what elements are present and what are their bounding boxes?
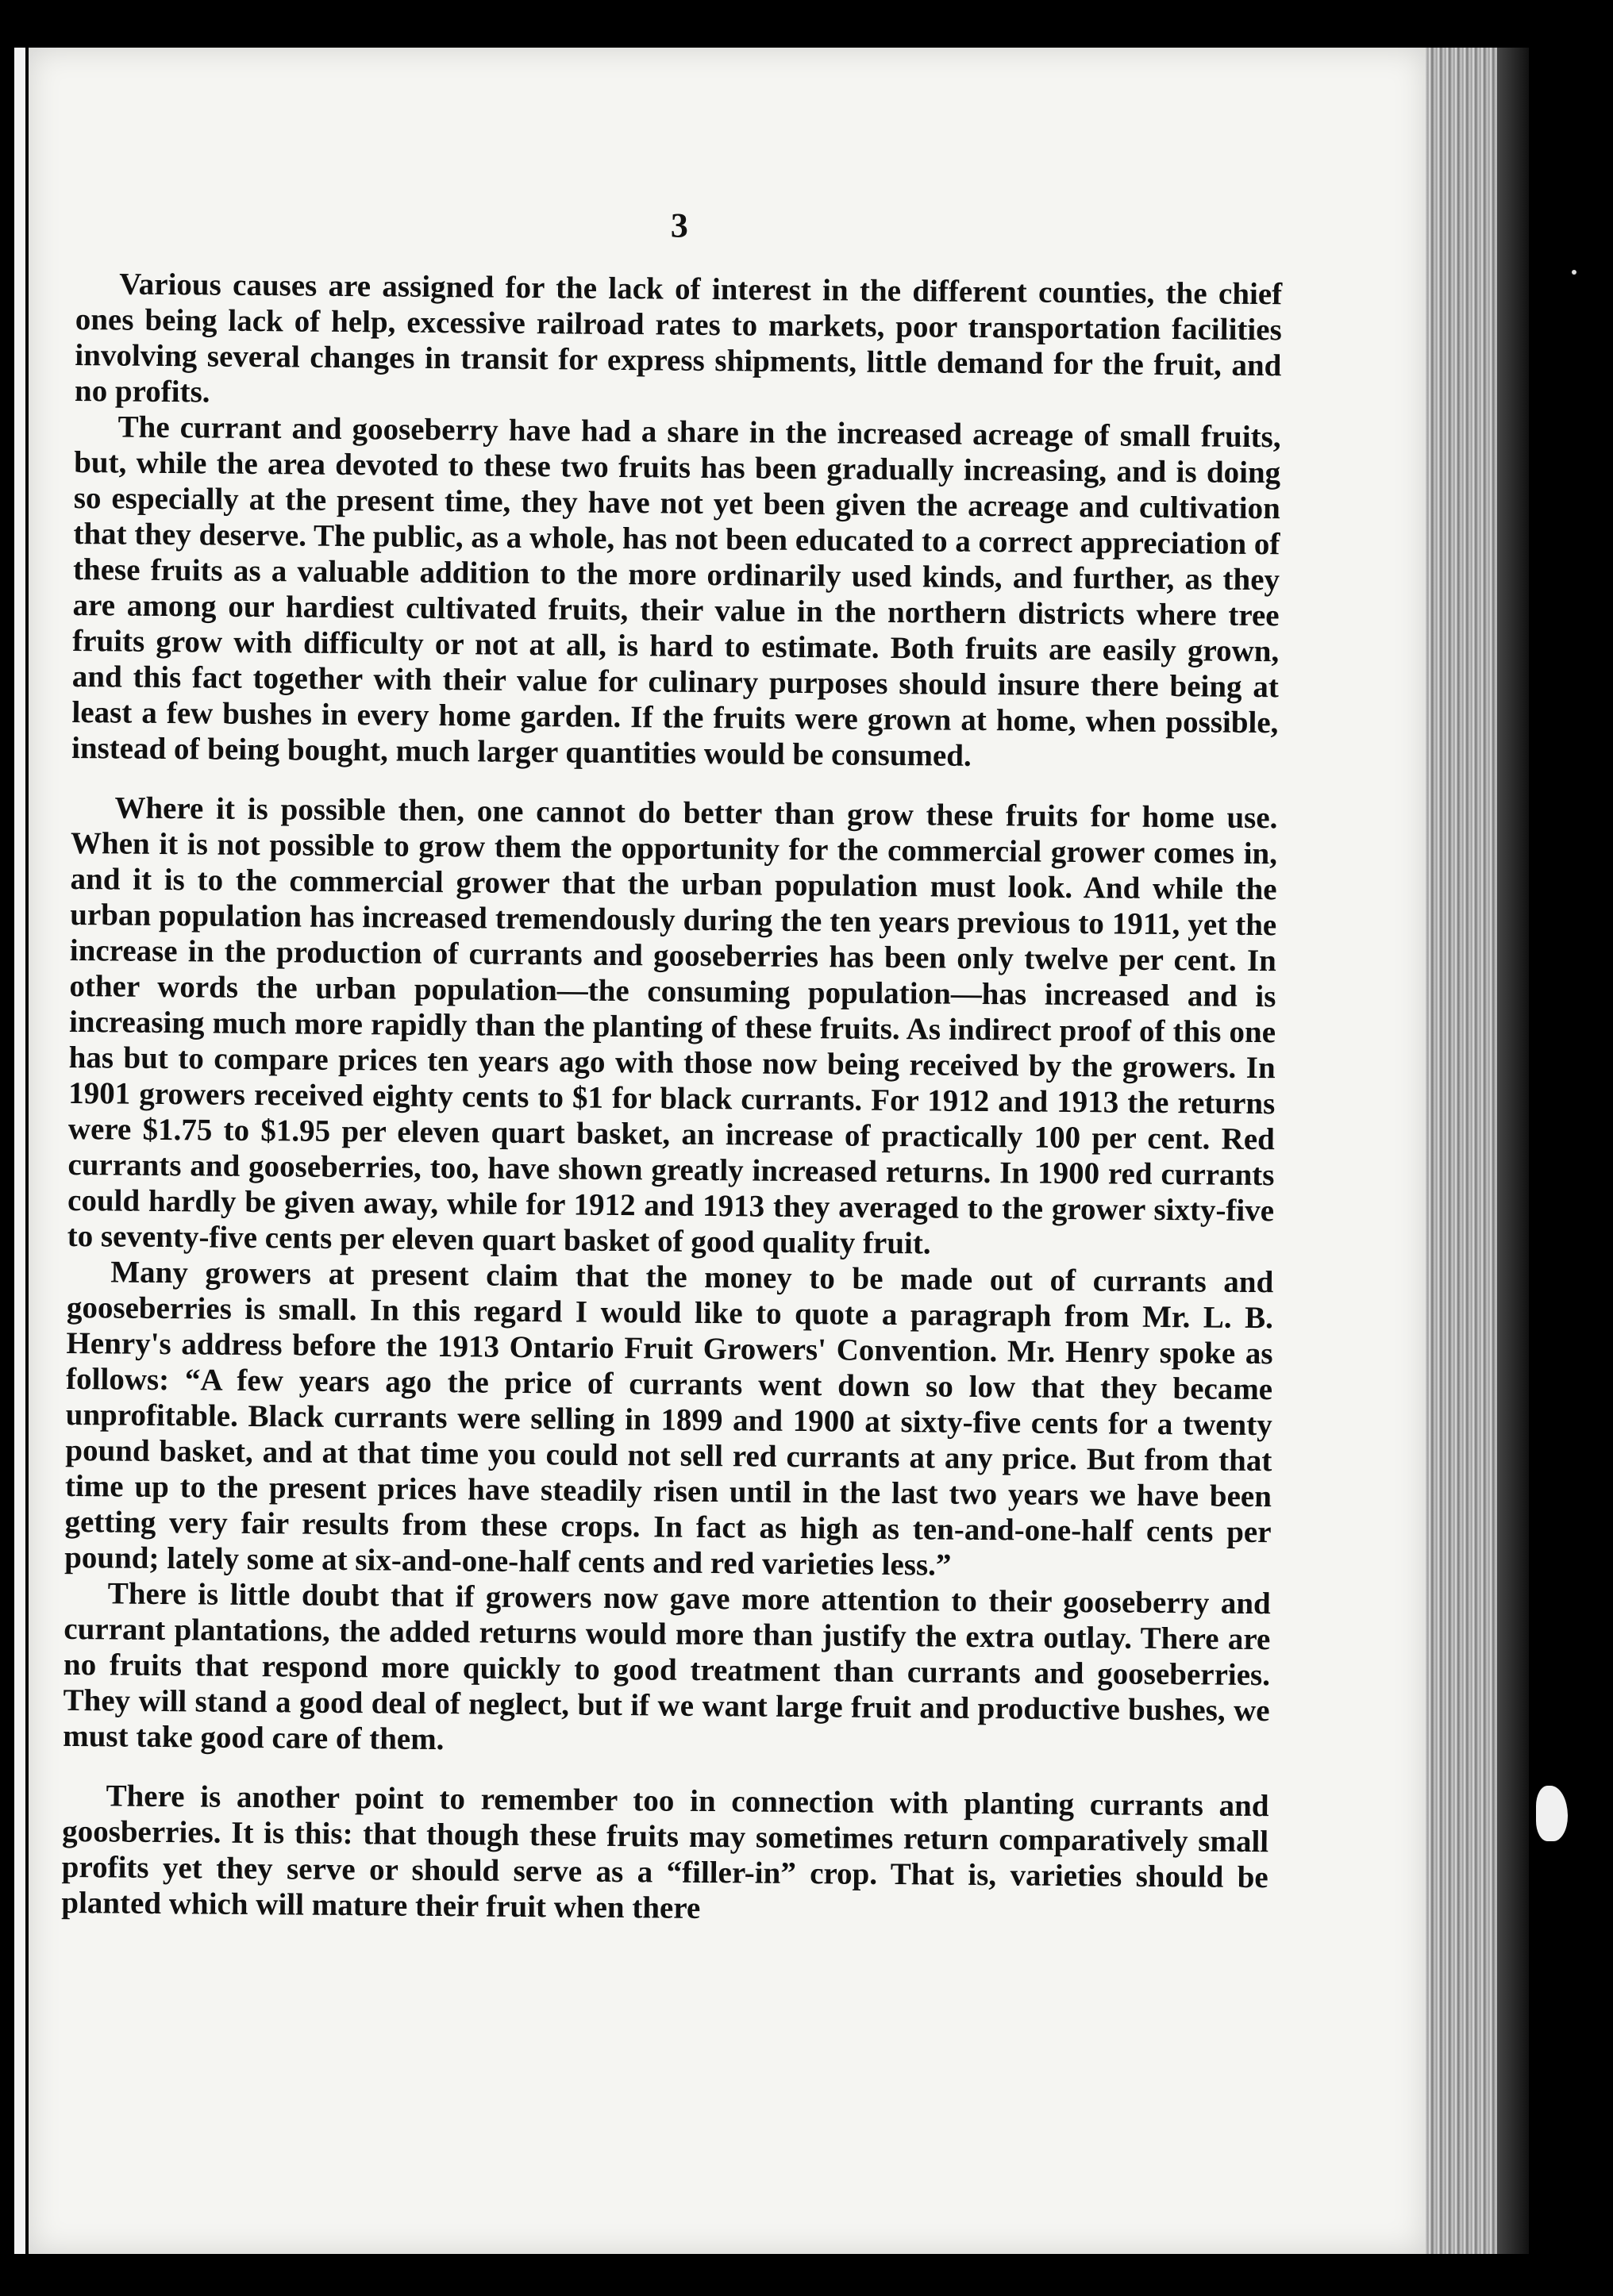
paragraph-4: Many growers at present claim that the money to be made out of currants and gooseberries is small. In this regard I would like to quote a paragraph from Mr. L. B. Henry's address before the 1913 Ontario Fruit Growers' Convention. Mr. Henry spoke as follows: “A few years ago the price of currants went down so low that they became unprofitable. Black currants were selling in 1899 and 1900 at sixty-five cents for a twenty pound basket, and at that time you could not sell red currants at any price. But from that time up to the present prices have steadily risen until in the last two years we have been getting very fair results from these crops. In fact as high as ten-and-one-half cents per pound; lately some at six-and-one-half cents and red varieties less.” <box>64 1255 1274 1583</box>
scanned-page <box>29 48 1426 2254</box>
scan-fleck <box>1536 1786 1568 1841</box>
paragraph-3: Where it is possible then, one cannot do better than grow these fruits for home use. When it is not possible to grow them the opportunity for the commercial grower comes in, and it is to the commercial grower that the urban population must look. And while the urban population has increased tremendously during the ten years previous to 1911, yet the increase in the production of currants and gooseberries has been only twelve per cent. In other words the urban population—the consuming population—has increased and is increasing much more rapidly than the planting of these fruits. As indirect proof of this one has but to compare prices ten years ago with those now being received by the growers. In 1901 growers received eighty cents to $1 for black currants. For 1912 and 1913 the returns were $1.75 to $1.95 per eleven quart basket, an increase of practically 100 per cent. Red currants and gooseberries, too, have shown greatly increased returns. In 1900 red currants could hardly be given away, while for 1912 and 1913 they averaged to the grower sixty-five to seventy-five cents per eleven quart basket of good quality fruit. <box>67 790 1278 1261</box>
paragraph-1: Various causes are assigned for the lack of interest in the different counties, the chief ones being lack of help, excessive railroad rates to markets, poor transportation facilities involving several changes in transit for express shipments, little demand for the fruit, and no profits. <box>74 267 1283 410</box>
page-stack-edge <box>1426 48 1497 2254</box>
page-text <box>61 206 1283 1931</box>
scan-speck <box>1572 270 1576 275</box>
book-cover-edge <box>1497 48 1529 2254</box>
page-number: 3 <box>670 206 689 245</box>
paragraph-2: The currant and gooseberry have had a share in the increased acreage of small fruits, but, while the area devoted to these two fruits has been gradually increasing, and is doing so especially at the present time, they have not yet been given the acreage and cultivation that they deserve. The public, as a whole, has not been educated to a correct appreciation of these fruits as a valuable addition to the more ordinarily used kinds, and further, as they are among our hardiest cultivated fruits, their value in the northern districts where tree fruits grow with difficulty or not at all, is hard to estimate. Both fruits are easily grown, and this fact together with their value for culinary purposes should insure there being at least a few bushes in every home garden. If the fruits were grown at home, when possible, instead of being bought, much larger quantities would be consumed. <box>71 410 1281 773</box>
paragraph-6: There is another point to remember too in connection with planting currants and goosberries. It is this: that though these fruits may sometimes return comparatively small profits yet they serve or should serve as a “filler-in” crop. That is, varieties should be planted which will mature their fruit when there <box>61 1779 1269 1925</box>
binding-strip <box>14 48 25 2254</box>
paragraph-5: There is little doubt that if growers now gave more attention to their gooseberry and currant plantations, the added returns would more than justify the extra outlay. There are no fruits that respond more quickly to good treatment than currants and gooseberries. They will stand a good deal of neglect, but if we want large fruit and productive bushes, we must take good care of them. <box>63 1576 1271 1757</box>
